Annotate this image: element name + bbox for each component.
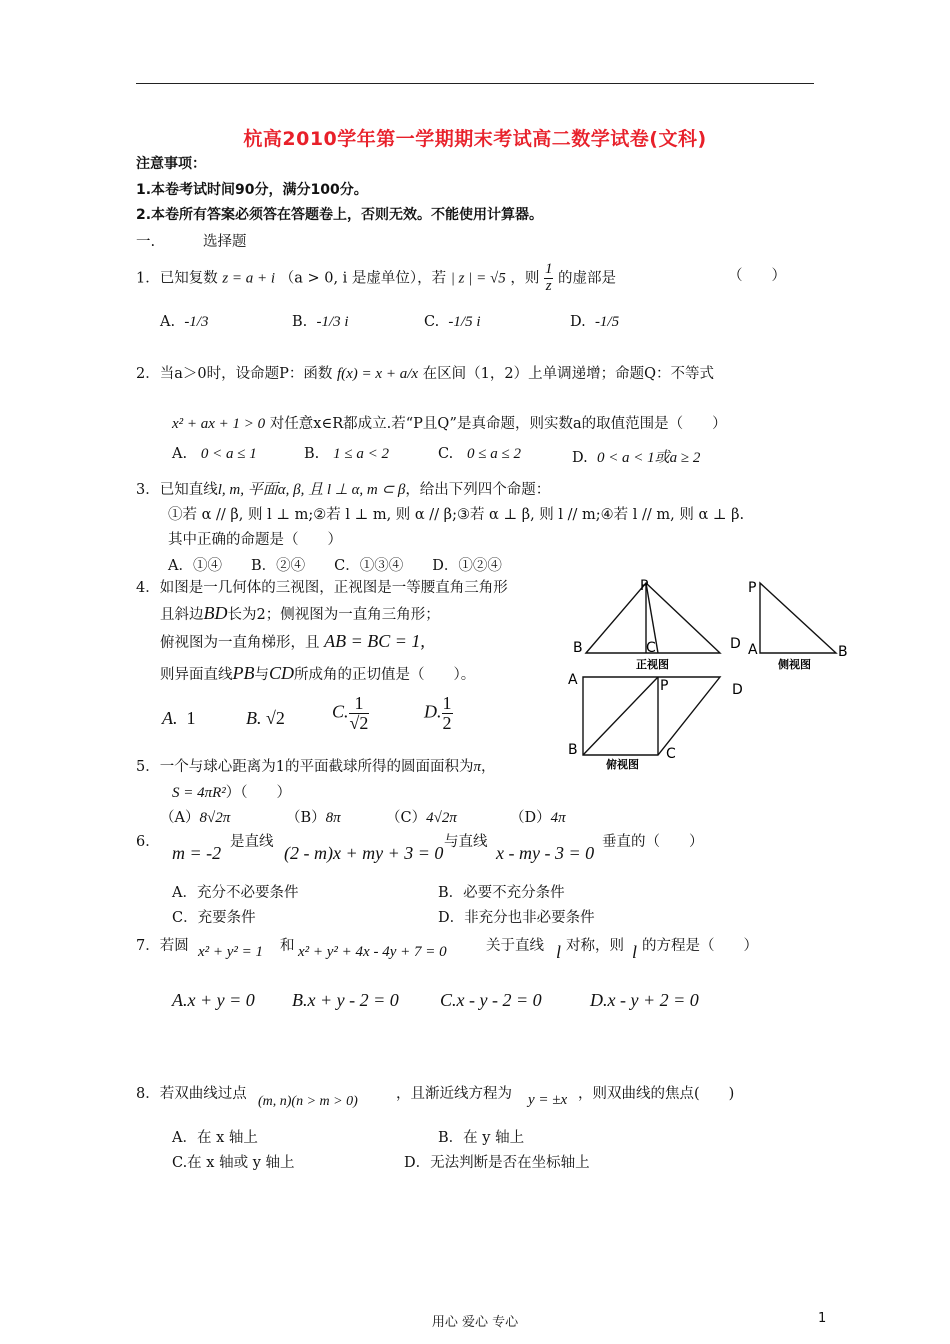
top-label-B: B xyxy=(568,742,578,758)
q5-option-b: （B）8π xyxy=(286,810,341,826)
question-5-line-2: S = 4πR²）（ ） xyxy=(172,785,292,801)
section-name: 选择题 xyxy=(203,234,247,250)
top-label-A: A xyxy=(568,672,578,688)
question-2-line-2: x² + ax + 1 > 0 对任意x∈R都成立.若“P且Q”是真命题，则实数a的取值范围是（ ） xyxy=(172,416,727,432)
q1-cond: （a > 0, i 是虚单位），若 xyxy=(279,270,447,287)
q8-option-c: C.在 x 轴或 y 轴上 xyxy=(172,1155,295,1171)
top-view-caption: 俯视图 xyxy=(606,758,639,771)
q1-option-c: C. -1/5 i xyxy=(424,314,481,330)
q1-answer-paren: （ ） xyxy=(728,268,786,284)
q8-option-b: B．在 y 轴上 xyxy=(438,1130,525,1146)
q1-expr: z = a + i xyxy=(222,270,276,287)
question-4-line-3: 俯视图为一直角梯形，且 AB = BC = 1, xyxy=(160,631,425,651)
side-label-B: B xyxy=(838,644,848,660)
top-label-D: D xyxy=(732,682,743,698)
page-title: 杭高2010学年第一学期期末考试高二数学试卷(文科) xyxy=(243,128,707,150)
top-label-C: C xyxy=(666,746,676,762)
q7-line-l-1: l xyxy=(556,942,562,962)
q6-option-d: D．非充分也非必要条件 xyxy=(438,910,595,926)
top-view xyxy=(583,677,720,755)
q1-option-d: D. -1/5 xyxy=(570,314,620,330)
q1-abs: | z | = √5 xyxy=(450,270,506,287)
q7-mid-2: 对称，则 xyxy=(566,938,624,954)
page-number: 1 xyxy=(818,1311,827,1326)
q6-option-c: C．充要条件 xyxy=(172,910,256,926)
question-1 xyxy=(136,262,616,295)
side-view-caption: 侧视图 xyxy=(778,658,811,671)
notice-heading: 注意事项： xyxy=(136,156,206,172)
q6-option-a: A．充分不必要条件 xyxy=(172,885,299,901)
q8-tail: ，则双曲线的焦点( ) xyxy=(578,1086,735,1102)
side-view xyxy=(760,583,836,653)
q2-option-d: D. 0 < a < 1或a ≥ 2 xyxy=(572,450,701,466)
q2-option-a: A. 0 < a ≤ 1 xyxy=(172,446,257,462)
q4-option-d: D. $\frac{1}{2}$ xyxy=(424,693,452,733)
side-label-A: A xyxy=(748,642,758,658)
q7-circle-2: x² + y² + 4x - 4y + 7 = 0 xyxy=(298,944,447,960)
q6-condition: m = -2 xyxy=(172,843,222,863)
q7-option-b: B.x + y - 2 = 0 xyxy=(292,990,399,1010)
q7-mid: 关于直线 xyxy=(486,938,544,954)
q8-option-d: D．无法判断是否在坐标轴上 xyxy=(404,1155,590,1171)
q6-line-2: x - my - 3 = 0 xyxy=(496,843,595,863)
front-label-C: C xyxy=(646,640,656,656)
q1-tail2: 的虚部是 xyxy=(558,270,617,287)
three-view-figure xyxy=(560,570,860,780)
q7-option-a: A.x + y = 0 xyxy=(172,990,255,1010)
front-label-B: B xyxy=(573,640,583,656)
q4-option-c: C. $\frac{1}{√2}$ xyxy=(332,693,369,733)
question-3-line-2: ①若 α // β, 则 l ⊥ m;②若 l ⊥ m, 则 α // β;③若 α ⊥ β, 则 l // m;④若 l // m, 则 α ⊥ β. xyxy=(168,507,745,523)
top-label-P: P xyxy=(660,678,669,694)
q7-option-c: C.x - y - 2 = 0 xyxy=(440,990,542,1010)
q8-option-a: A．在 x 轴上 xyxy=(172,1130,258,1146)
q7-lead: 7．若圆 xyxy=(136,938,189,954)
q7-option-d: D.x - y + 2 = 0 xyxy=(590,990,699,1010)
front-view-caption: 正视图 xyxy=(636,658,669,671)
question-4-line-2: 且斜边BD长为2；侧视图为一直角三角形； xyxy=(160,603,440,623)
header-rule xyxy=(136,83,814,84)
question-3-options: A．①④ B．②④ C．①③④ D．①②④ xyxy=(168,558,502,574)
question-5-line-1: 5．一个与球心距离为1的平面截球所得的圆面面积为π， xyxy=(136,759,496,775)
question-2-line-1: 2．当a＞0时，设命题P：函数 f(x) = x + a/x 在区间（1，2）上单调递增；命题Q：不等式 xyxy=(136,366,714,382)
q7-line-l-2: l xyxy=(632,942,638,962)
question-4-line-1: 4．如图是一几何体的三视图，正视图是一等腰直角三角形 xyxy=(136,580,508,596)
q8-mid: ，且渐近线方程为 xyxy=(396,1086,512,1102)
q8-lead: 8．若双曲线过点 xyxy=(136,1086,247,1102)
notice-item-1: 1.本卷考试时间90分，满分100分。 xyxy=(136,182,368,198)
footer-motto: 用心 爱心 专心 xyxy=(431,1315,519,1330)
notice-item-2: 2.本卷所有答案必须答在答题卷上，否则无效。不能使用计算器。 xyxy=(136,207,544,223)
q7-circle-1: x² + y² = 1 xyxy=(198,944,264,960)
q8-point: (m, n)(n > m > 0) xyxy=(258,1094,358,1109)
q6-text-1: 是直线 xyxy=(230,834,274,850)
q6-text-3: 垂直的（ ） xyxy=(602,834,704,850)
q5-formula: S = 4πR² xyxy=(172,785,226,801)
q4-option-b: B. √2 xyxy=(246,708,285,728)
q2-option-c: C. 0 ≤ a ≤ 2 xyxy=(438,446,521,462)
q2-function: f(x) = x + a/x xyxy=(336,366,419,382)
q1-option-a: A. -1/3 xyxy=(160,314,209,330)
section-number: 一. xyxy=(136,234,156,250)
q5-option-d: （D）4π xyxy=(510,810,566,826)
q1-lead: 1．已知复数 xyxy=(136,270,218,287)
question-4-line-4: 则异面直线PB与CD所成角的正切值是（ ）。 xyxy=(160,663,476,683)
q6-text-2: 与直线 xyxy=(444,834,488,850)
q6-line-1: (2 - m)x + my + 3 = 0 xyxy=(284,843,444,863)
q4-option-a: A. 1 xyxy=(162,708,196,728)
q5-option-c: （C）4√2π xyxy=(386,810,457,826)
q2-inequality: x² + ax + 1 > 0 xyxy=(172,416,266,432)
q2-option-b: B. 1 ≤ a < 2 xyxy=(304,446,389,462)
q8-asymptote: y = ±x xyxy=(528,1092,568,1108)
q1-tail1: ，则 xyxy=(510,270,540,287)
front-label-P: P xyxy=(640,578,649,594)
q6-option-b: B．必要不充分条件 xyxy=(438,885,565,901)
front-label-D: D xyxy=(730,636,741,652)
q6-number: 6． xyxy=(136,834,160,850)
q5-option-a: （A）8√2π xyxy=(160,810,231,826)
q7-and: 和 xyxy=(280,938,295,954)
question-3-line-1: 3．已知直线l, m, 平面α, β, 且 l ⊥ α, m ⊂ β，给出下列四个命题： xyxy=(136,482,551,498)
q7-tail: 的方程是（ ） xyxy=(642,938,758,954)
q1-fraction: $\frac{1}{z}$ xyxy=(544,261,553,294)
question-3-line-3: 其中正确的命题是（ ） xyxy=(168,532,342,548)
q1-option-b: B. -1/3 i xyxy=(292,314,349,330)
side-label-P: P xyxy=(748,580,757,596)
